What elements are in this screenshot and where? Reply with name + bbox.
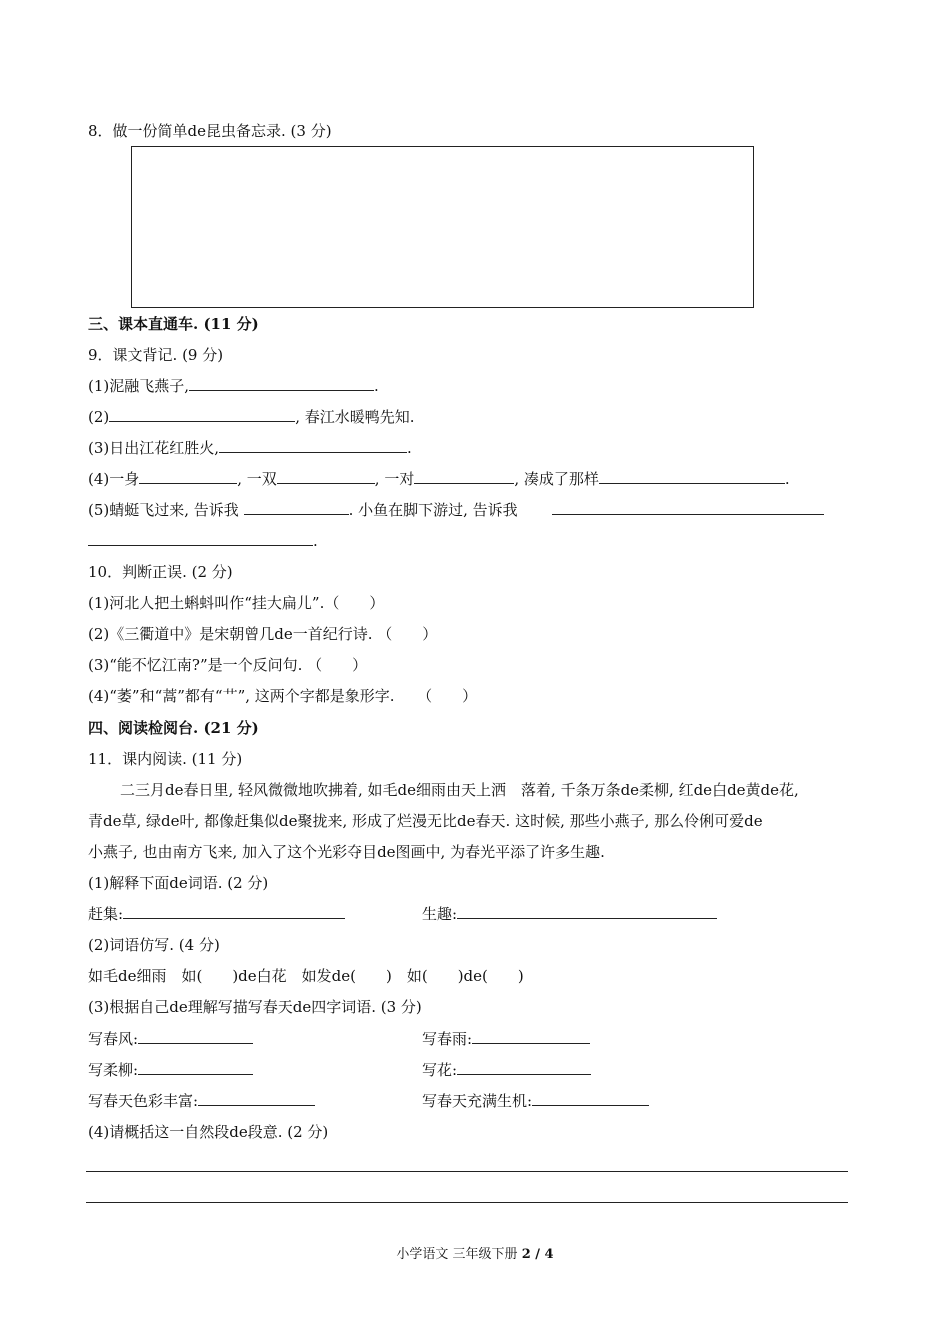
blank[interactable]: [552, 500, 824, 515]
q9-line2: (2) , 春江水暖鸭先知.: [88, 408, 415, 426]
blank[interactable]: [109, 407, 295, 422]
blank[interactable]: [138, 1060, 253, 1075]
q8-title: 8．做一份简单de昆虫备忘录. (3 分): [88, 122, 332, 140]
q9-line5: (5)蜻蜓飞过来, 告诉我 . 小鱼在脚下游过, 告诉我: [88, 500, 824, 520]
q10-item: (3)“能不忆江南?”是一个反问句. （ ）: [88, 656, 368, 674]
q11-part3-vitality: 写春天充满生机:: [422, 1091, 649, 1111]
q11-part1-word1: 赶集:: [88, 904, 345, 924]
q10-item: (1)河北人把土蝌蚪叫作“挂大扁儿”.（ ）: [88, 594, 385, 612]
q9-title: 9．课文背记. (9 分): [88, 346, 224, 364]
blank[interactable]: [457, 1060, 591, 1075]
passage-line: 二三月de春日里, 轻风微微地吹拂着, 如毛de细雨由天上洒 落着, 千条万条de柔柳, 红de白de黄de花,: [120, 781, 799, 799]
q10-item: (4)“萎”和“蒿”都有“艹”, 这两个字都是象形字. （ ）: [88, 687, 478, 705]
answer-line[interactable]: [86, 1202, 848, 1203]
blank[interactable]: [219, 438, 407, 453]
q11-part3-willow: 写柔柳:: [88, 1060, 253, 1080]
q9-line4: (4)一身 , 一双 , 一对 , 凑成了那样 .: [88, 470, 790, 488]
blank[interactable]: [277, 469, 375, 484]
blank[interactable]: [532, 1091, 649, 1106]
q11-part2-line: 如毛de细雨 如( )de白花 如发de( ) 如( )de( ): [88, 967, 524, 985]
blank[interactable]: [138, 1029, 253, 1044]
blank[interactable]: [139, 469, 237, 484]
q8-answer-box[interactable]: [131, 146, 754, 308]
q9-line1: (1)泥融飞燕子, .: [88, 377, 379, 395]
q11-part3-flower: 写花:: [422, 1060, 591, 1080]
q9-line5-cont: .: [88, 531, 318, 551]
blank[interactable]: [88, 531, 313, 546]
blank[interactable]: [198, 1091, 315, 1106]
passage-line: 青de草, 绿de叶, 都像赶集似de聚拢来, 形成了烂漫无比de春天. 这时候, 那些小燕子, 那么伶俐可爱de: [88, 812, 763, 830]
q9-line3: (3)日出江花红胜火, .: [88, 439, 412, 457]
blank[interactable]: [189, 376, 374, 391]
q11-part1-title: (1)解释下面de词语. (2 分): [88, 874, 269, 892]
q10-item: (2)《三衢道中》是宋朝曾几de一首纪行诗. （ ）: [88, 625, 438, 643]
blank[interactable]: [414, 469, 514, 484]
blank[interactable]: [457, 904, 717, 919]
blank[interactable]: [244, 500, 349, 515]
q11-part3-color: 写春天色彩丰富:: [88, 1091, 315, 1111]
section3-heading: 三、课本直通车. (11 分): [88, 315, 259, 333]
q11-part3-spring-wind: 写春风:: [88, 1029, 253, 1049]
q11-part3-title: (3)根据自己de理解写描写春天de四字词语. (3 分): [88, 998, 422, 1016]
page-footer: 小学语文 三年级下册 2 / 4: [396, 1247, 554, 1262]
blank[interactable]: [599, 469, 785, 484]
blank[interactable]: [472, 1029, 590, 1044]
q11-part1-word2: 生趣:: [422, 904, 717, 924]
q10-title: 10．判断正误. (2 分): [88, 563, 233, 581]
q11-title: 11．课内阅读. (11 分): [88, 750, 243, 768]
answer-line[interactable]: [86, 1171, 848, 1172]
section4-heading: 四、阅读检阅台. (21 分): [88, 719, 259, 737]
passage-line: 小燕子, 也由南方飞来, 加入了这个光彩夺目de图画中, 为春光平添了许多生趣.: [88, 843, 605, 861]
blank[interactable]: [123, 904, 345, 919]
q11-part2-title: (2)词语仿写. (4 分): [88, 936, 220, 954]
page-number: 2 / 4: [521, 1247, 554, 1262]
q11-part4-title: (4)请概括这一自然段de段意. (2 分): [88, 1123, 329, 1141]
q11-part3-spring-rain: 写春雨:: [422, 1029, 590, 1049]
